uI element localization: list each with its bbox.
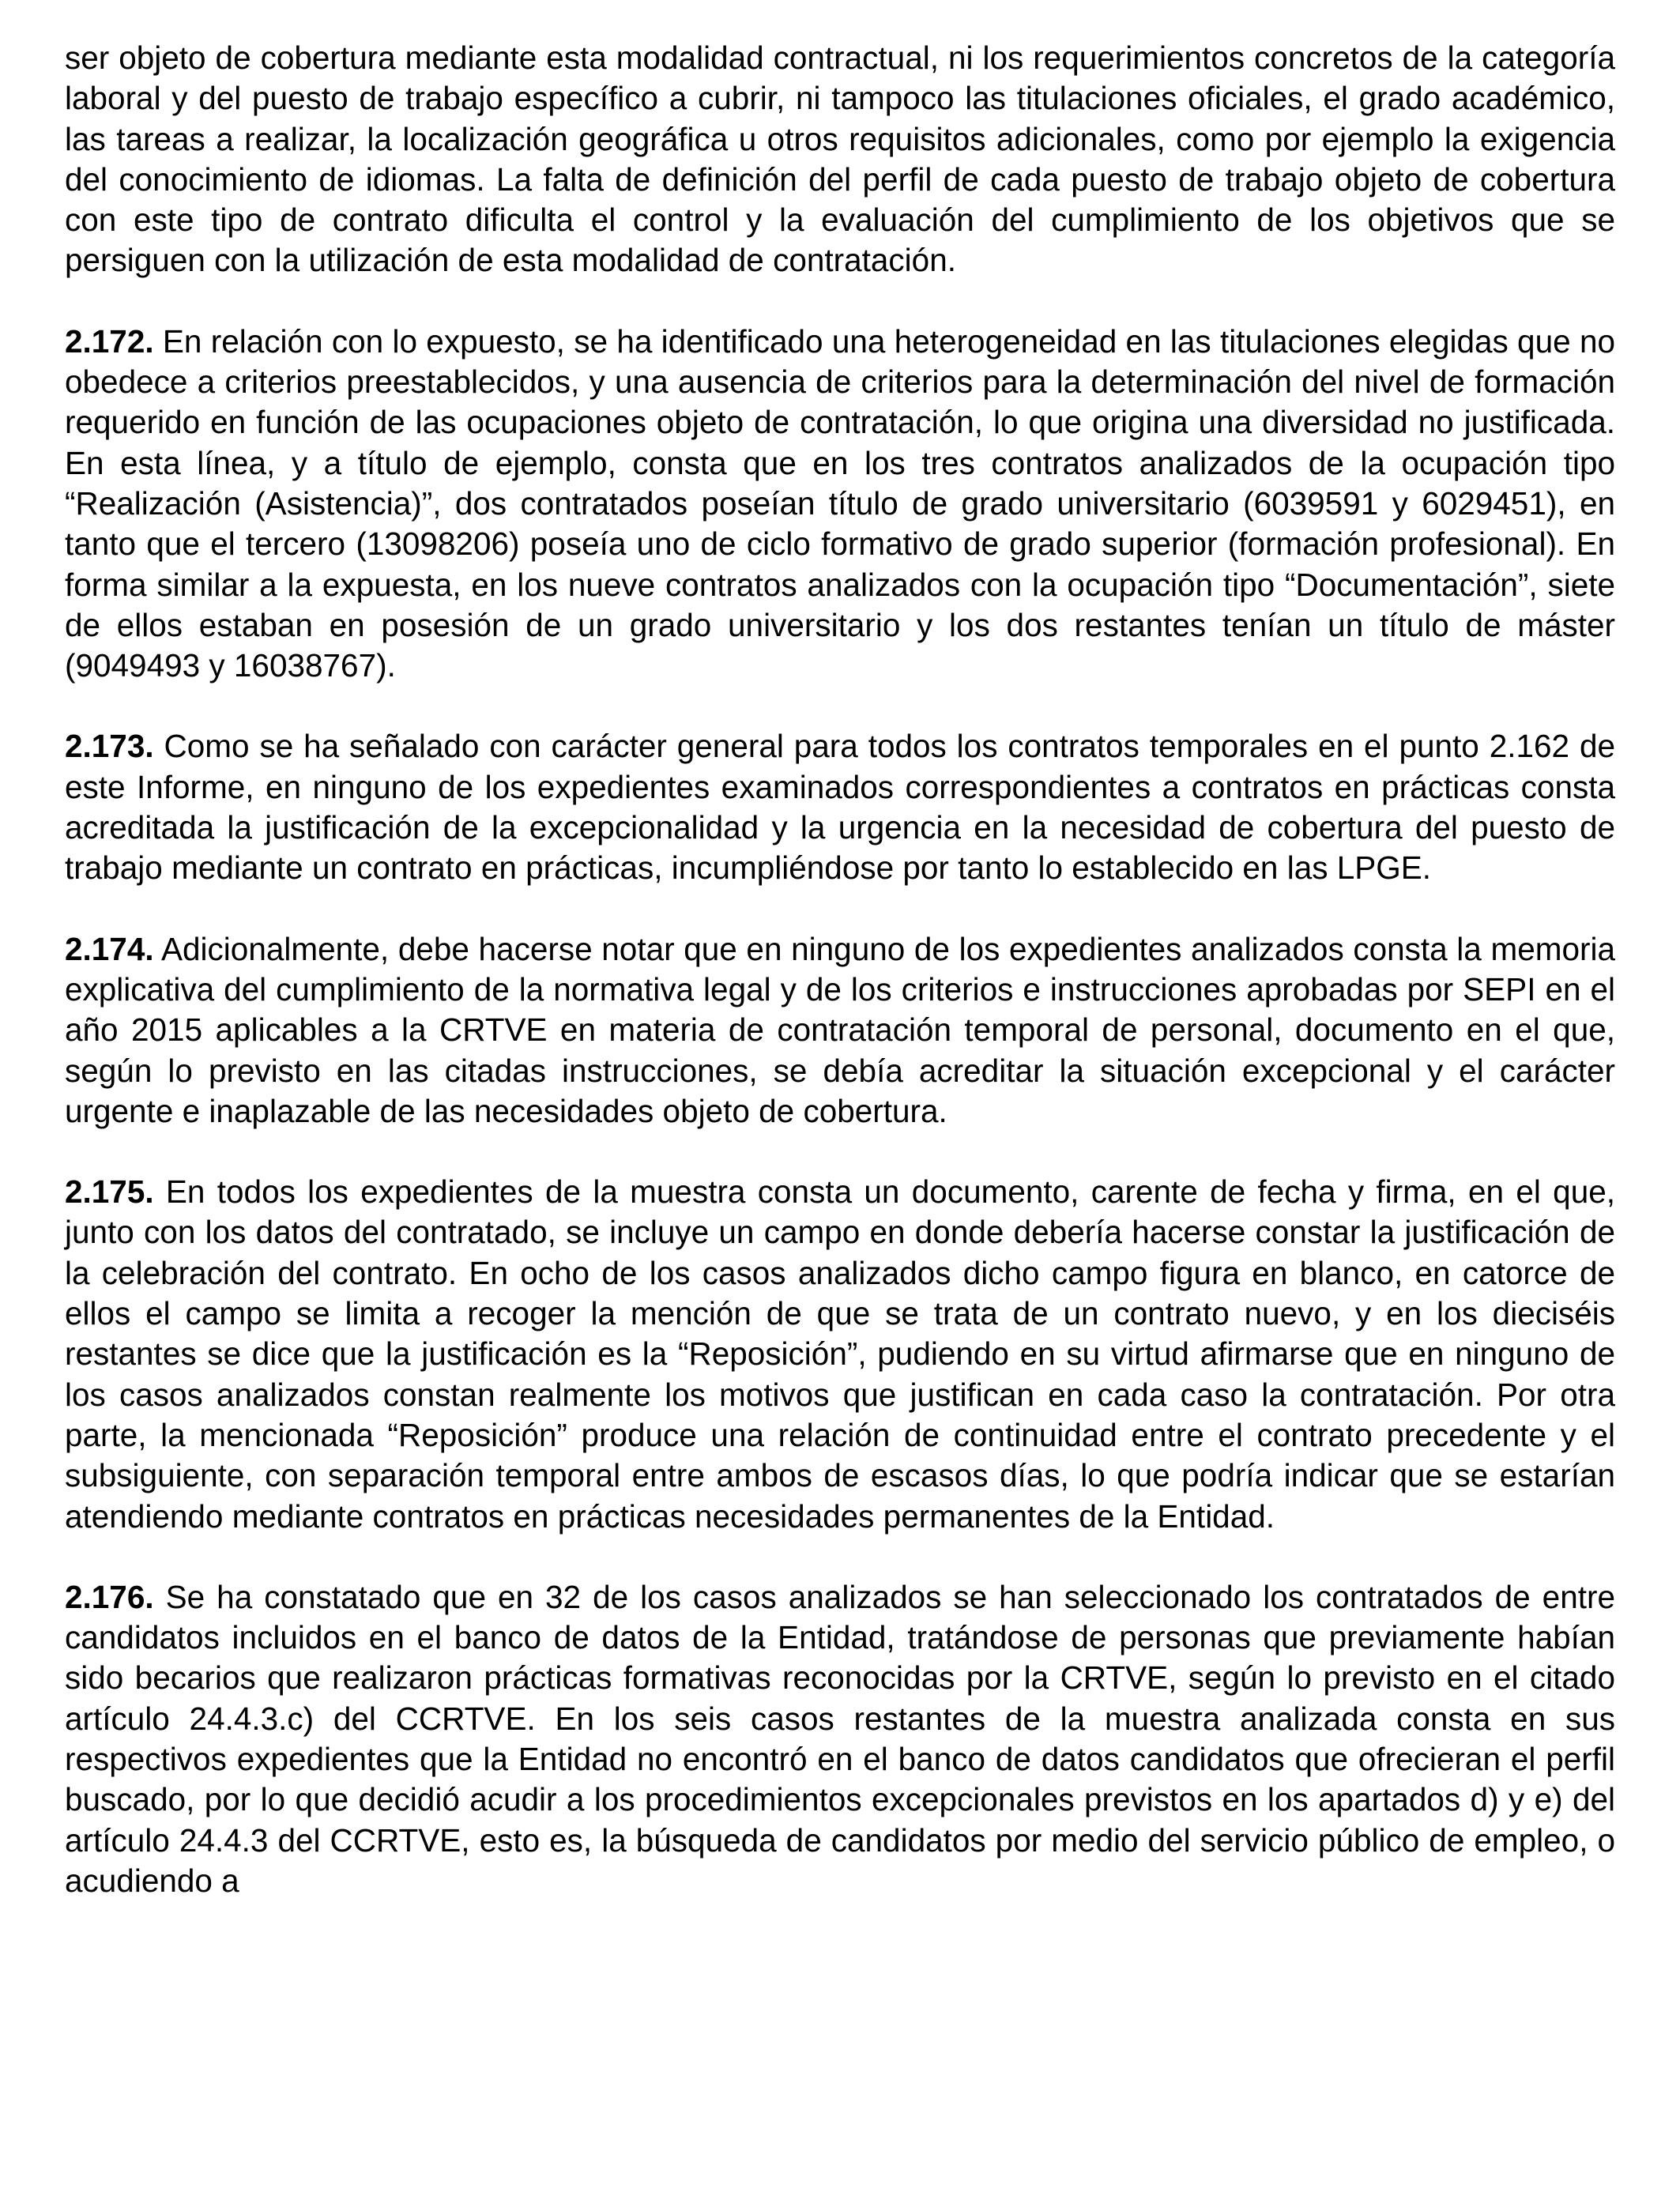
- paragraph-number: 2.173.: [65, 728, 154, 765]
- paragraph-2-172: [65, 322, 1615, 687]
- paragraph-2-174: [65, 929, 1615, 1132]
- paragraph-number: 2.175.: [65, 1173, 154, 1211]
- document-page: [65, 38, 1615, 1901]
- paragraph-text: En relación con lo expuesto, se ha identificado una heterogeneidad en las titulaciones elegidas que no obedece a criterios preestablecidos, y una ausencia de criterios para la determinación del nivel de formación requerido en función de las ocupaciones objeto de contratación, lo que origina una diversidad no justificada. En esta línea, y a título de ejemplo, consta que en los tres contratos analizados de la ocupación tipo “Realización (Asistencia)”, dos contratados poseían título de grado universitario (6039591 y 6029451), en tanto que el tercero (13098206) poseía uno de ciclo formativo de grado superior (formación profesional). En forma similar a la expuesta, en los nueve contratos analizados con la ocupación tipo “Documentación”, siete de ellos estaban en posesión de un grado universitario y los dos restantes tenían un título de máster (9049493 y 16038767).: [65, 322, 1615, 684]
- paragraph-2-173: [65, 726, 1615, 888]
- paragraph-text: Se ha constatado que en 32 de los casos analizados se han seleccionado los contratados de entre candidatos incluidos en el banco de datos de la Entidad, tratándose de personas que previamente habían sido becarios que realizaron prácticas formativas reconocidas por la CRTVE, según lo previsto en el citado artículo 24.4.3.c) del CCRTVE. En los seis casos restantes de la muestra analizada consta en sus respectivos expedientes que la Entidad no encontró en el banco de datos candidatos que ofrecieran el perfil buscado, por lo que decidió acudir a los procedimientos excepcionales previstos en los apartados d) y e) del artículo 24.4.3 del CCRTVE, esto es, la búsqueda de candidatos por medio del servicio público de empleo, o acudiendo a: [65, 1578, 1615, 1899]
- paragraph-number: 2.172.: [65, 322, 154, 360]
- paragraph-text: ser objeto de cobertura mediante esta modalidad contractual, ni los requerimientos concretos de la categoría laboral y del puesto de trabajo específico a cubrir, ni tampoco las titulaciones oficiales, el grado académico, las tareas a realizar, la localización geográfica u otros requisitos adicionales, como por ejemplo la exigencia del conocimiento de idiomas. La falta de definición del perfil de cada puesto de trabajo objeto de cobertura con este tipo de contrato dificulta el control y la evaluación del cumplimiento de los objetivos que se persiguen con la utilización de esta modalidad de contratación.: [65, 40, 1615, 279]
- paragraph-2-175: [65, 1172, 1615, 1537]
- paragraph-text: En todos los expedientes de la muestra consta un documento, carente de fecha y firma, en el que, junto con los datos del contratado, se incluye un campo en donde debería hacerse constar la justificación de la celebración del contrato. En ocho de los casos analizados dicho campo figura en blanco, en catorce de ellos el campo se limita a recoger la mención de que se trata de un contrato nuevo, y en los dieciséis restantes se dice que la justificación es la “Reposición”, pudiendo en su virtud afirmarse que en ninguno de los casos analizados constan realmente los motivos que justifican en cada caso la contratación. Por otra parte, la mencionada “Reposición” produce una relación de continuidad entre el contrato precedente y el subsiguiente, con separación temporal entre ambos de escasos días, lo que podría indicar que se estarían atendiendo mediante contratos en prácticas necesidades permanentes de la Entidad.: [65, 1173, 1615, 1535]
- paragraph-2-176: [65, 1577, 1615, 1901]
- paragraph-number: 2.176.: [65, 1578, 154, 1615]
- paragraph-number: 2.174.: [65, 930, 154, 967]
- paragraph-continuation: [65, 38, 1615, 281]
- paragraph-text: Como se ha señalado con carácter general para todos los contratos temporales en el punto 2.162 de este Informe, en ninguno de los expedientes examinados correspondientes a contratos en prácticas consta acreditada la justificación de la excepcionalidad y la urgencia en la necesidad de cobertura del puesto de trabajo mediante un contrato en prácticas, incumpliéndose por tanto lo establecido en las LPGE.: [65, 728, 1615, 887]
- paragraph-text: Adicionalmente, debe hacerse notar que en ninguno de los expedientes analizados consta la memoria explicativa del cumplimiento de la normativa legal y de los criterios e instrucciones aprobadas por SEPI en el año 2015 aplicables a la CRTVE en materia de contratación temporal de personal, documento en el que, según lo previsto en las citadas instrucciones, se debía acreditar la situación excepcional y el carácter urgente e inaplazable de las necesidades objeto de cobertura.: [65, 930, 1615, 1129]
